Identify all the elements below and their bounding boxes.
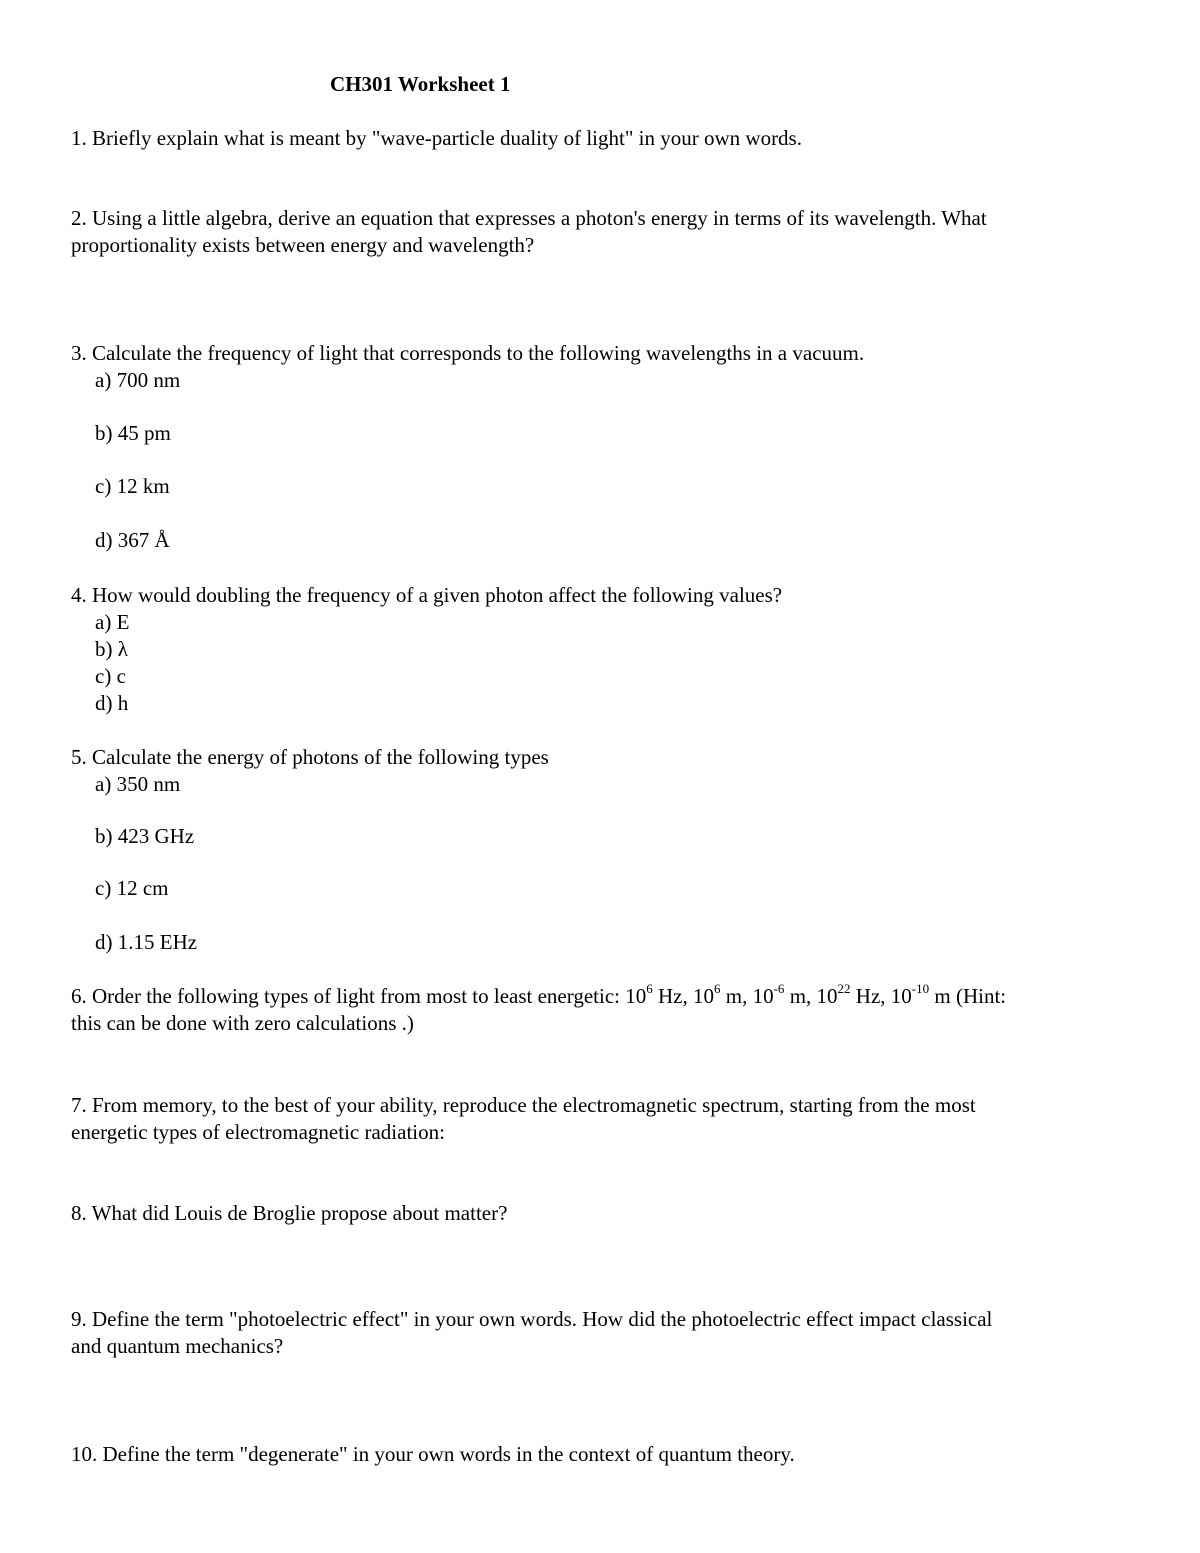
question-5-item-b: b) 423 GHz bbox=[95, 824, 195, 848]
question-3-item-a: a) 700 nm bbox=[95, 368, 181, 392]
question-6-value-4-base: 10 bbox=[816, 984, 838, 1008]
question-5: 5. Calculate the energy of photons of the following types bbox=[71, 745, 549, 769]
question-6-value-5-unit: m (Hint: bbox=[929, 984, 1007, 1008]
question-6-value-2-exponent: 6 bbox=[714, 981, 721, 996]
question-6-value-3-exponent: -6 bbox=[773, 981, 785, 996]
question-6-value-1-unit: Hz, bbox=[652, 984, 693, 1008]
question-4: 4. How would doubling the frequency of a given photon affect the following values? bbox=[71, 583, 783, 607]
question-6-value-1-base: 10 bbox=[625, 984, 647, 1008]
question-4-item-c: c) c bbox=[95, 664, 126, 688]
question-5-item-d: d) 1.15 EHz bbox=[95, 930, 198, 954]
question-3-item-d: d) 367 Å bbox=[95, 528, 170, 552]
question-3-item-c: c) 12 km bbox=[95, 474, 170, 498]
question-8: 8. What did Louis de Broglie propose about matter? bbox=[71, 1201, 508, 1225]
question-6-value-5-base: 10 bbox=[890, 984, 912, 1008]
question-4-item-b: b) λ bbox=[95, 637, 128, 661]
question-9-line-2: and quantum mechanics? bbox=[71, 1334, 284, 1358]
question-5-item-c: c) 12 cm bbox=[95, 876, 169, 900]
question-5-item-a: a) 350 nm bbox=[95, 772, 181, 796]
question-3-item-b: b) 45 pm bbox=[95, 421, 171, 445]
question-9-line-1: 9. Define the term "photoelectric effect" in your own words. How did the photoelectric effect impact classical bbox=[71, 1307, 993, 1331]
worksheet-title: CH301 Worksheet 1 bbox=[330, 72, 511, 96]
question-2-line-2: proportionality exists between energy and wavelength? bbox=[71, 233, 535, 257]
question-6-value-2-unit: m, bbox=[720, 984, 753, 1008]
question-6-value-4-exponent: 22 bbox=[837, 981, 851, 996]
question-7-line-1: 7. From memory, to the best of your ability, reproduce the electromagnetic spectrum, starting from the most bbox=[71, 1093, 976, 1117]
question-10: 10. Define the term "degenerate" in your own words in the context of quantum theory. bbox=[71, 1442, 795, 1466]
question-6-line-2: this can be done with zero calculations .) bbox=[71, 1011, 414, 1035]
question-6-value-1-exponent: 6 bbox=[646, 981, 653, 996]
question-6-line-1 bbox=[71, 983, 1131, 1010]
question-4-item-a: a) E bbox=[95, 610, 130, 634]
question-7-line-2: energetic types of electromagnetic radiation: bbox=[71, 1120, 445, 1144]
question-3: 3. Calculate the frequency of light that corresponds to the following wavelengths in a vacuum. bbox=[71, 341, 865, 365]
question-4-item-d: d) h bbox=[95, 691, 129, 715]
question-6-value-2-base: 10 bbox=[693, 984, 714, 1008]
question-2-line-1: 2. Using a little algebra, derive an equation that expresses a photon's energy in terms of its wavelength. What bbox=[71, 206, 987, 230]
question-6-value-4-unit: Hz, bbox=[850, 984, 891, 1008]
question-6-intro: 6. Order the following types of light from most to least energetic: bbox=[71, 984, 626, 1008]
question-6-value-3-base: 10 bbox=[752, 984, 774, 1008]
question-1: 1. Briefly explain what is meant by "wave-particle duality of light" in your own words. bbox=[71, 126, 802, 150]
question-6-value-3-unit: m, bbox=[784, 984, 817, 1008]
question-6-value-5-exponent: -10 bbox=[911, 981, 930, 996]
